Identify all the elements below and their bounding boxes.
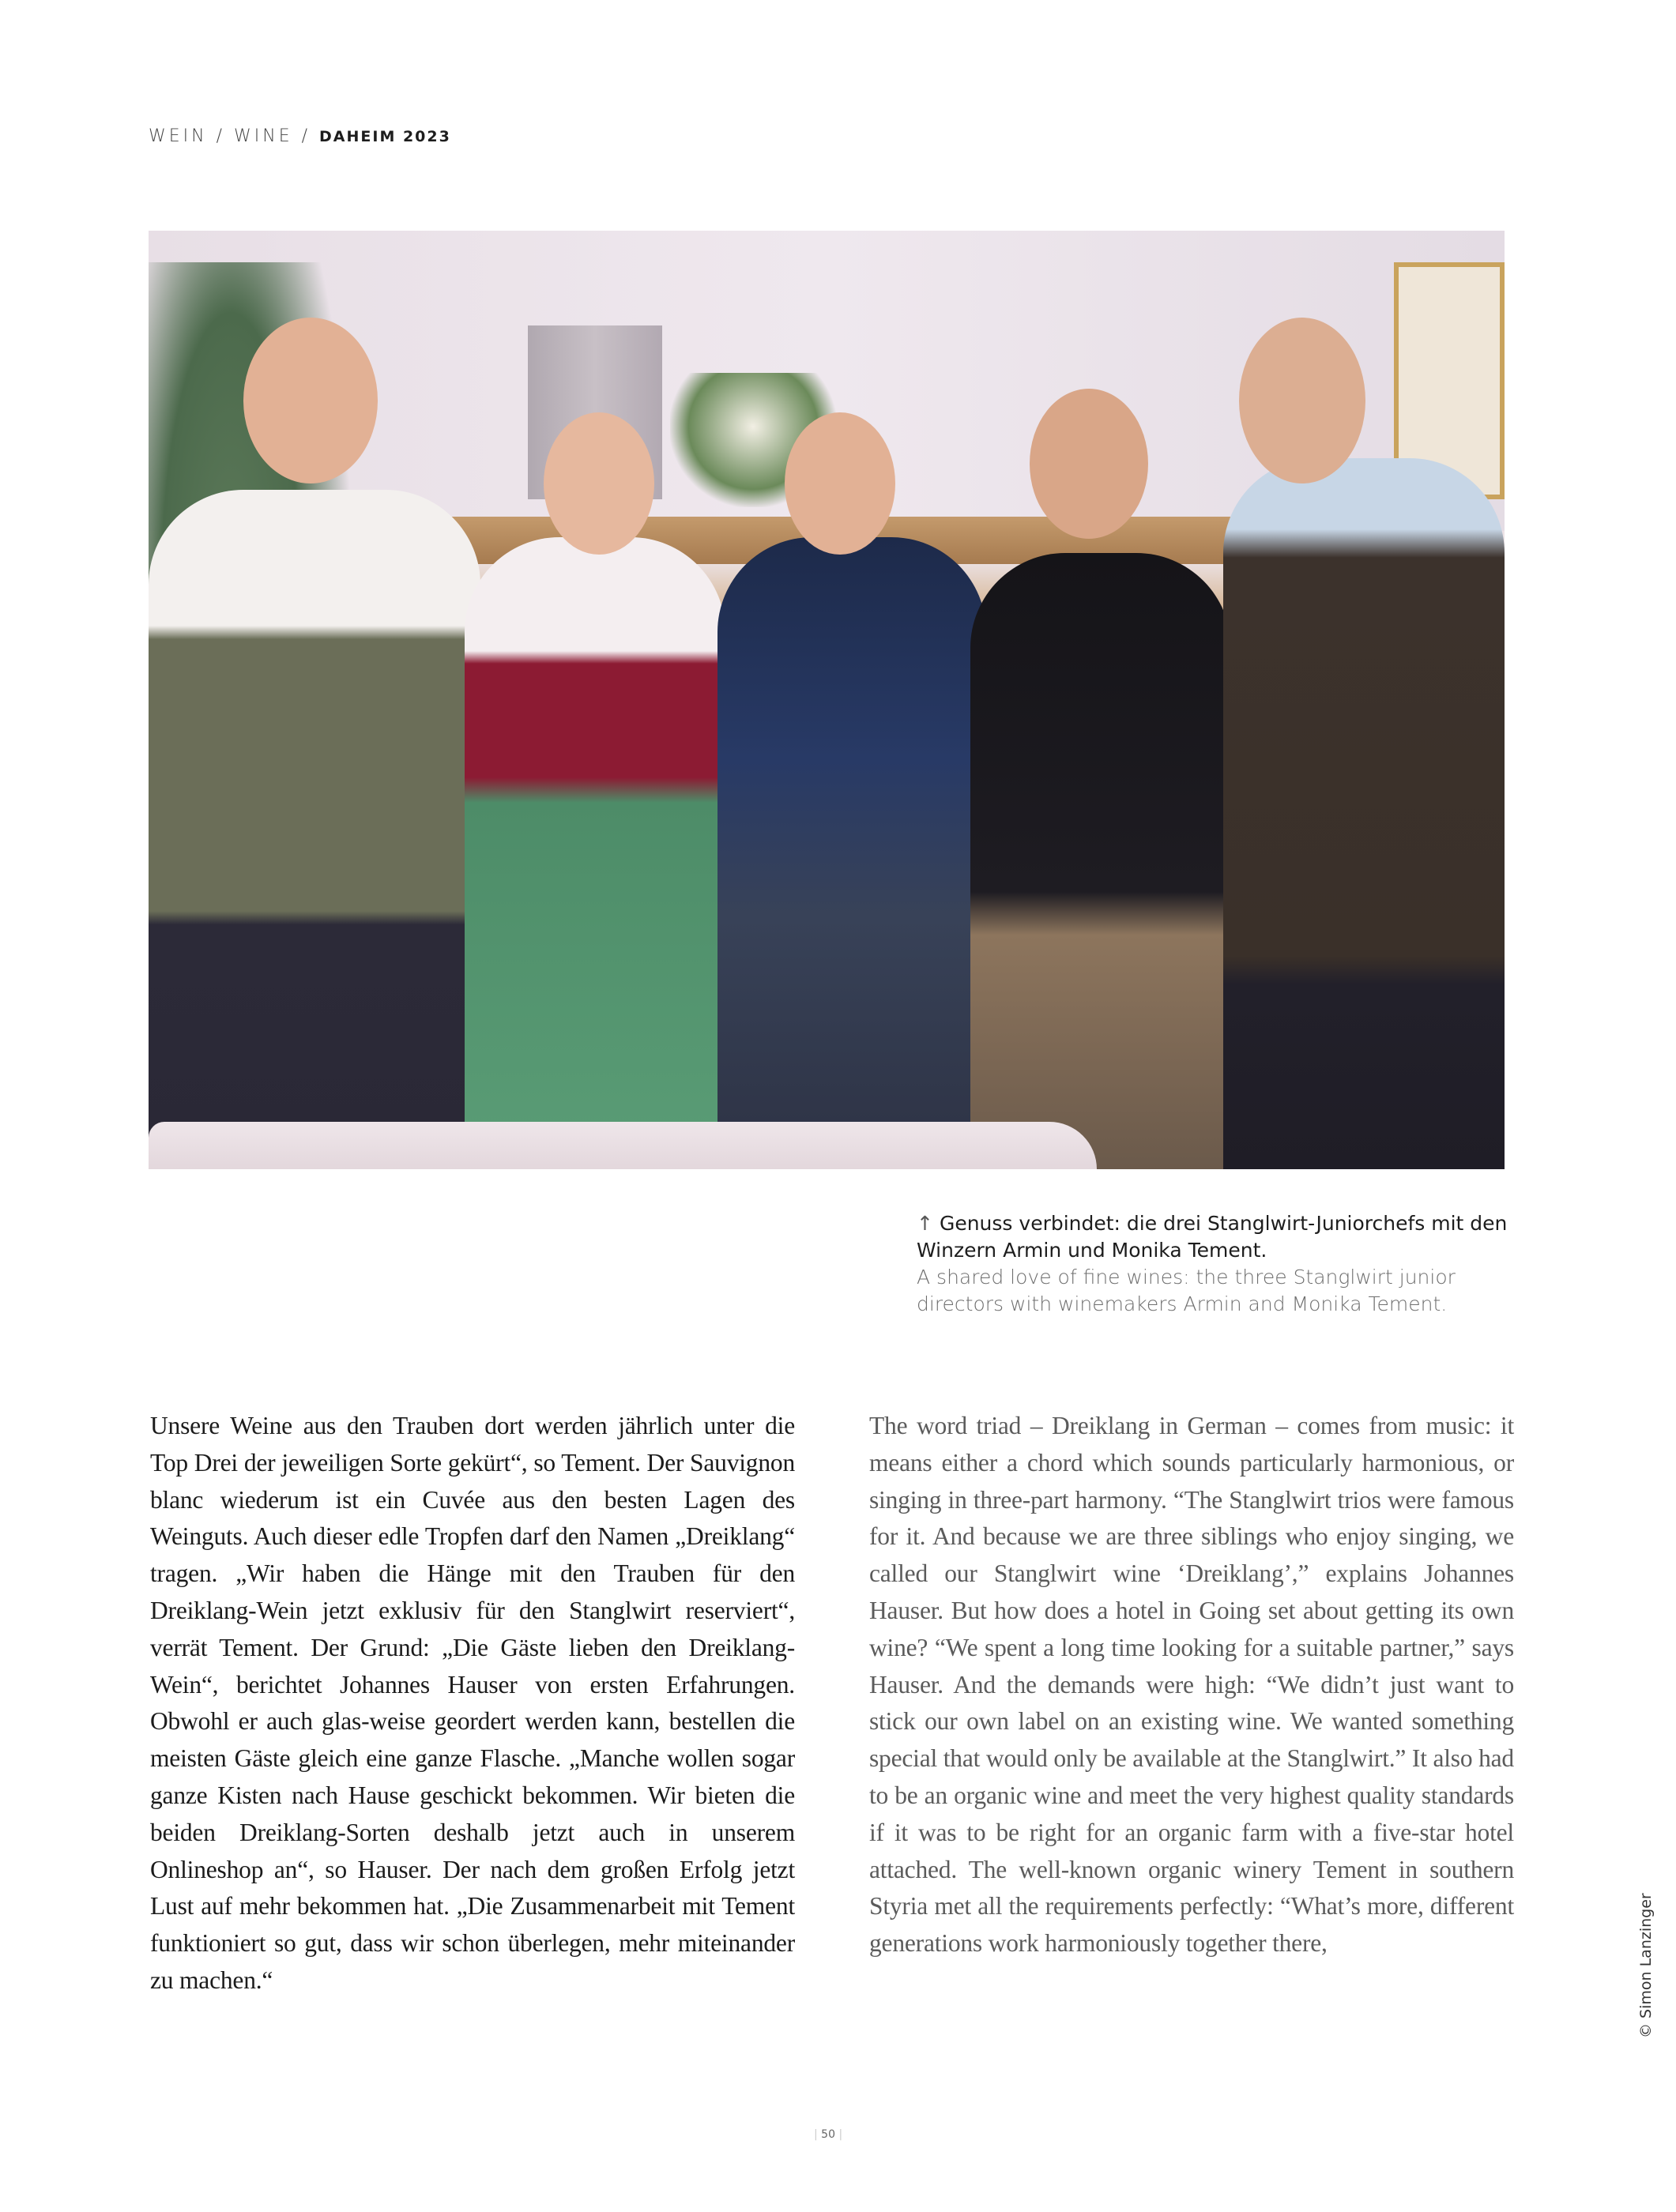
page-number: [814, 2128, 842, 2141]
photo-credit: © Simon Lanzinger: [1637, 1893, 1655, 2038]
person-3-head: [785, 412, 895, 555]
running-head: [149, 126, 451, 146]
person-5-head: [1239, 318, 1365, 483]
article-column-german: Unsere Weine aus den Trauben dort werden jährlich unter die Top Drei der jeweiligen Sorte gekürt“, so Tement. Der Sauvignon blanc wiederum ist ein Cuvée aus den besten Lagen des Weinguts. Auch dieser edle Tropfen darf den Namen „Dreiklang“ tragen. „Wir haben die Hänge mit den Trauben für den Dreiklang-Wein jetzt exklusiv für den Stanglwirt reserviert“, verrät Tement. Der Grund: „Die Gäste lieben den Dreiklang-Wein“, berichtet Johannes Hauser von ersten Erfahrungen. Obwohl er auch glas-weise geordert werden kann, bestellen die meisten Gäste gleich eine ganze Flasche. „Manche wollen sogar ganze Kisten nach Hause geschickt bekommen. Wir bieten die beiden Dreiklang-Sorten deshalb jetzt auch in unserem Onlineshop an“, so Hauser. Der nach dem großen Erfolg jetzt Lust auf mehr bekommen hat. „Die Zusammenarbeit mit Tement funktioniert so gut, dass wir schon überlegen, mehr miteinander zu machen.“: [150, 1412, 795, 1994]
bracket-left: |: [814, 2128, 818, 2141]
person-4: [970, 553, 1231, 1169]
article-photo: [149, 231, 1505, 1169]
person-2-head: [544, 412, 654, 555]
page-number-value: 50: [821, 2128, 835, 2141]
person-3: [717, 537, 986, 1169]
section-label: WEIN / WINE /: [149, 126, 311, 146]
article-column-english: The word triad – Dreiklang in German – comes from music: it means either a chord which sounds particularly harmonious, or singing in three-part harmony. “The Stanglwirt trios were famous for it. And because we are three siblings who enjoy singing, we called our Stanglwirt wine ‘Dreiklang’,” explains Johannes Hauser. But how does a hotel in Going set about getting its own wine? “We spent a long time looking for a suitable partner,” says Hauser. And the demands were high: “We didn’t just want to stick our own label on an existing wine. We wanted something special that would only be available at the Stanglwirt.” It also had to be an organic wine and meet the very highest quality standards if it was to be right for an organic farm with a five-star hotel attached. The well-known organic winery Tement in southern Styria met all the requirements perfectly: “What’s more, different generations work harmoniously together there,: [869, 1412, 1514, 1958]
person-5: [1223, 458, 1505, 1169]
person-1: [149, 490, 480, 1169]
person-4-head: [1030, 389, 1148, 539]
photo-foreground: [149, 1122, 1097, 1169]
bracket-right: |: [838, 2128, 843, 2141]
caption-english: A shared love of fine wines: the three Stanglwirt junior directors with winemakers Armin and Monika Tement.: [917, 1266, 1456, 1315]
arrow-up-icon: ↑: [917, 1212, 933, 1235]
person-2: [465, 537, 725, 1169]
person-1-head: [243, 318, 378, 483]
caption-german: Genuss verbindet: die drei Stanglwirt-Juniorchefs mit den Winzern Armin und Monika Tement.: [917, 1212, 1508, 1262]
publication-label: DAHEIM 2023: [319, 128, 451, 145]
photo-caption: [917, 1210, 1517, 1318]
